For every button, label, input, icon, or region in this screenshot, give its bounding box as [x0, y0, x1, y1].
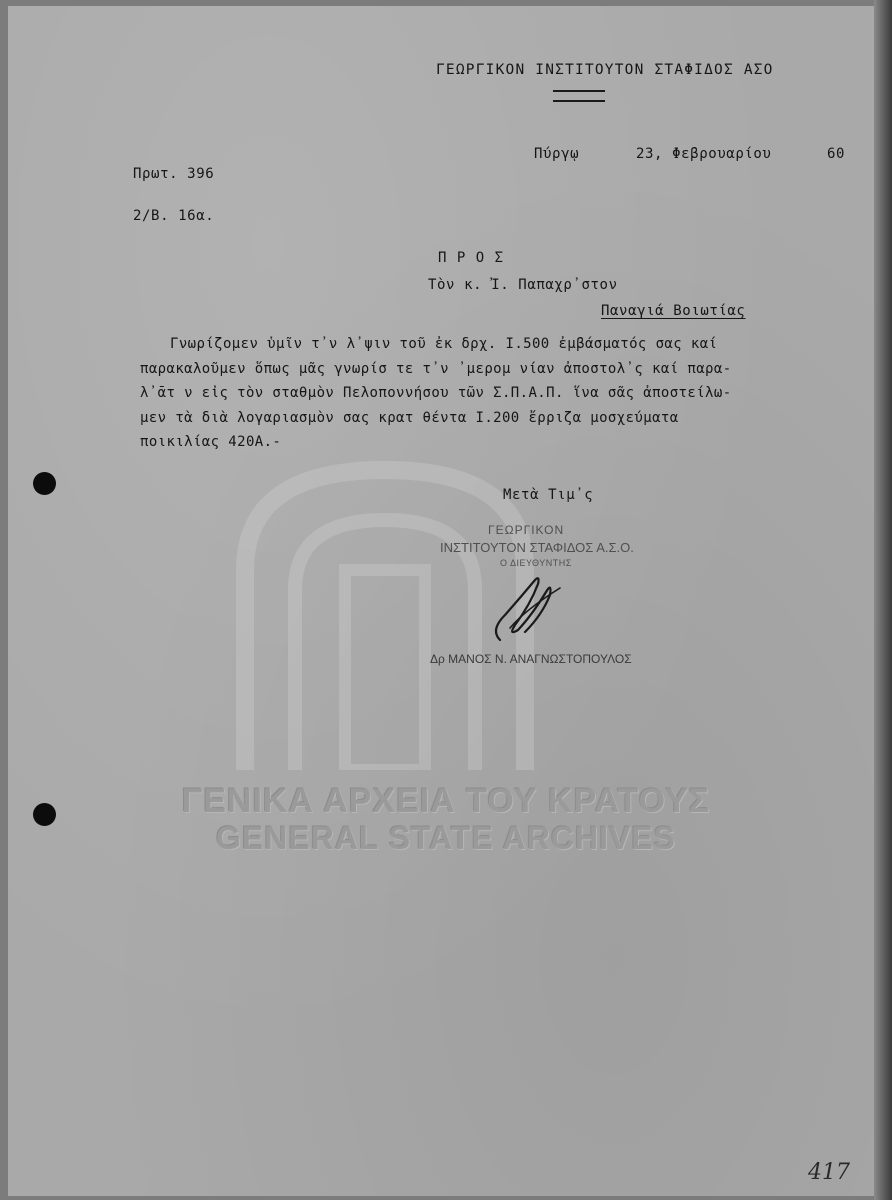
- date-day-month: 23, Φεβρουαρίου: [636, 146, 772, 162]
- signature-icon: [480, 570, 570, 650]
- protocol-number: Πρωτ. 396: [133, 166, 215, 182]
- recipient-heading: Π Ρ Ο Σ: [438, 250, 505, 266]
- punch-hole-bottom: [33, 803, 56, 826]
- body-line: Γνωρίζομεν ὑμῖν τ᾽ν λ᾽ψιν τοῦ ἐκ δρχ. Ι.500 ἐμβάσματός σας καί: [170, 336, 718, 352]
- letterhead-organization: ΓΕΩΡΓΙΚΟΝ ΙΝΣΤΙΤΟΥΤΟΝ ΣΤΑΦΙΔΟΣ ΑΣΟ: [436, 62, 774, 78]
- stamp-line-2: ΙΝΣΤΙΤΟΥΤΟΝ ΣΤΑΦΙΔΟΣ Α.Σ.Ο.: [440, 540, 634, 555]
- letterhead-rule: [553, 90, 605, 102]
- body-line: λ᾽ᾱτ ν εἰς τὸν σταθμὸν Πελοποννήσου τῶν Σ.Π.Α.Π. ἵνα σᾶς ἀποστείλω-: [140, 385, 732, 401]
- date-place: Πύργῳ: [534, 146, 580, 162]
- file-reference: 2/Β. 16α.: [133, 208, 215, 224]
- closing-salutation: Μετὰ Τιμ᾽ς: [503, 487, 594, 503]
- body-line: μεν τὰ διὰ λογαριασμὸν σας κρατ θέντα Ι.200 ἔρριζα μοσχεύματα: [140, 409, 679, 426]
- body-line: ποικιλίας 420Α.-: [140, 434, 282, 450]
- stamp-line-3: Ο ΔΙΕΥΘΥΝΤΗΣ: [500, 558, 572, 568]
- letter-body: [140, 332, 860, 455]
- signer-name: Δρ ΜΑΝΟΣ Ν. ΑΝΑΓΝΩΣΤΟΠΟΥΛΟΣ: [430, 652, 632, 666]
- page-edge: [874, 0, 892, 1200]
- body-line: παρακαλοῦμεν ὅπως μᾶς γνωρίσ τε τ᾽ν ᾽μερομ νίαν ἀποστολ᾽ς καί παρα-: [140, 360, 732, 377]
- page-number: 417: [808, 1160, 850, 1185]
- recipient-location: Παναγιά Βοιωτίας: [601, 303, 746, 319]
- watermark-greek: ΓΕΝΙΚΑ ΑΡΧΕΙΑ ΤΟΥ ΚΡΑΤΟΥΣ: [181, 782, 711, 820]
- watermark-english: GENERAL STATE ARCHIVES: [216, 820, 676, 856]
- punch-hole-top: [33, 472, 56, 495]
- stamp-line-1: ΓΕΩΡΓΙΚΟΝ: [488, 523, 565, 537]
- date-year: 60: [827, 146, 846, 162]
- recipient-name: Τὸν κ. Ἰ. Παπαχρ᾽στον: [428, 277, 618, 293]
